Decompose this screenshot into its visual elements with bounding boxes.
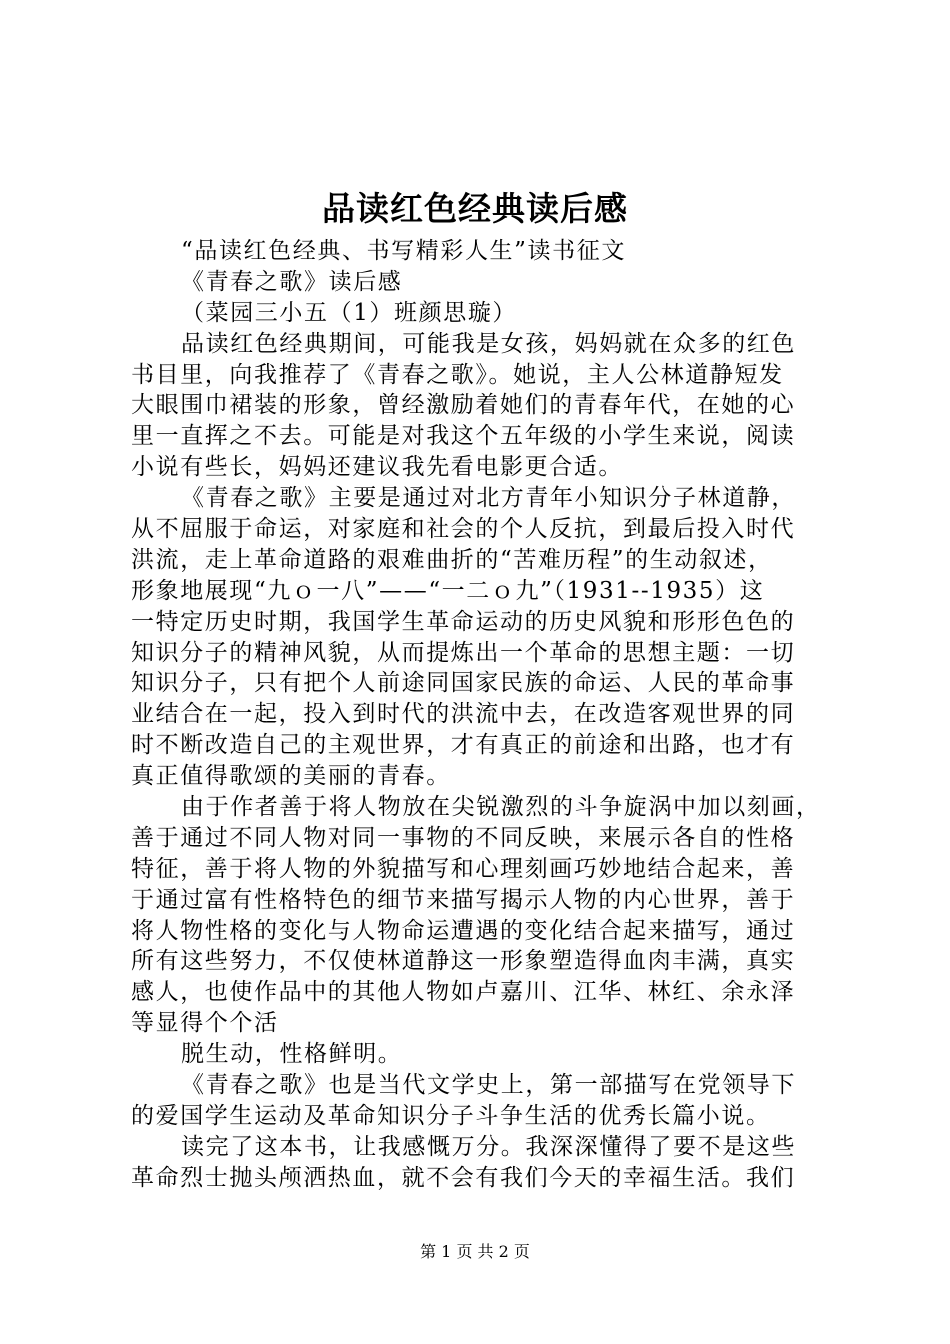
text-line: 形象地展现“九ｏ一八”——“一二ｏ九”（1931--1935）这 [131,577,765,604]
text-line: 从不屈服于命运，对家庭和社会的个人反抗，到最后投入时代 [131,516,796,543]
text-line: 特征，善于将人物的外貌描写和心理刻画巧妙地结合起来，善 [131,855,796,882]
text-line: 一特定历史时期，我国学生革命运动的历史风貌和形形色色的 [131,608,796,635]
text-line: 感人，也使作品中的其他人物如卢嘉川、江华、林红、余永泽 [131,979,796,1006]
text-line: 于通过富有性格特色的细节来描写揭示人物的内心世界，善于 [131,886,796,913]
text-line: 业结合在一起，投入到时代的洪流中去，在改造客观世界的同 [131,701,796,728]
text-line: 真正值得歌颂的美丽的青春。 [131,763,451,790]
text-line: 大眼围巾裙装的形象，曾经激励着她们的青春年代，在她的心 [131,392,796,419]
text-line: “品读红色经典、书写精彩人生”读书征文 [181,238,626,264]
text-line: 由于作者善于将人物放在尖锐激烈的斗争旋涡中加以刻画， [181,794,821,821]
document-body [131,236,831,1194]
text-line: 将人物性格的变化与人物命运遭遇的变化结合起来描写，通过 [131,917,796,944]
text-line: 所有这些努力，不仅使林道静这一形象塑造得血肉丰满，真实 [131,948,796,975]
text-line: 脱生动，性格鲜明。 [181,1041,403,1068]
text-line: 知识分子，只有把个人前途同国家民族的命运、人民的革命事 [131,670,796,697]
text-line: 善于通过不同人物对同一事物的不同反映，来展示各自的性格 [131,824,796,851]
text-line: 等显得个个活 [131,1010,279,1037]
text-line: 《青春之歌》主要是通过对北方青年小知识分子林道静， [181,485,796,512]
text-line: 品读红色经典期间，可能我是女孩，妈妈就在众多的红色 [181,330,796,357]
document-title: 品读红色经典读后感 [322,189,628,228]
text-line: 《青春之歌》也是当代文学史上，第一部描写在党领导下 [181,1072,796,1099]
text-line: 书目里，向我推荐了《青春之歌》。她说，主人公林道静短发 [131,361,784,388]
text-line: 读完了这本书，让我感慨万分。我深深懂得了要不是这些 [181,1133,796,1160]
text-line: 时不断改造自己的主观世界，才有真正的前途和出路，也才有 [131,732,796,759]
text-line: 小说有些长，妈妈还建议我先看电影更合适。 [131,454,623,481]
page-footer: 第 1 页 共 2 页 [420,1242,530,1261]
text-line: 洪流，走上革命道路的艰难曲折的“苦难历程”的生动叙述， [131,546,773,573]
text-line: 知识分子的精神风貌，从而提炼出一个革命的思想主题：一切 [131,639,796,666]
text-line: 里一直挥之不去。可能是对我这个五年级的小学生来说，阅读 [131,423,796,450]
text-line: 《青春之歌》读后感 [181,268,403,295]
text-line: 革命烈士抛头颅洒热血，就不会有我们今天的幸福生活。我们 [131,1164,796,1191]
text-line: （菜园三小五（1）班颜思璇） [181,299,518,326]
text-line: 的爱国学生运动及革命知识分子斗争生活的优秀长篇小说。 [131,1102,771,1129]
